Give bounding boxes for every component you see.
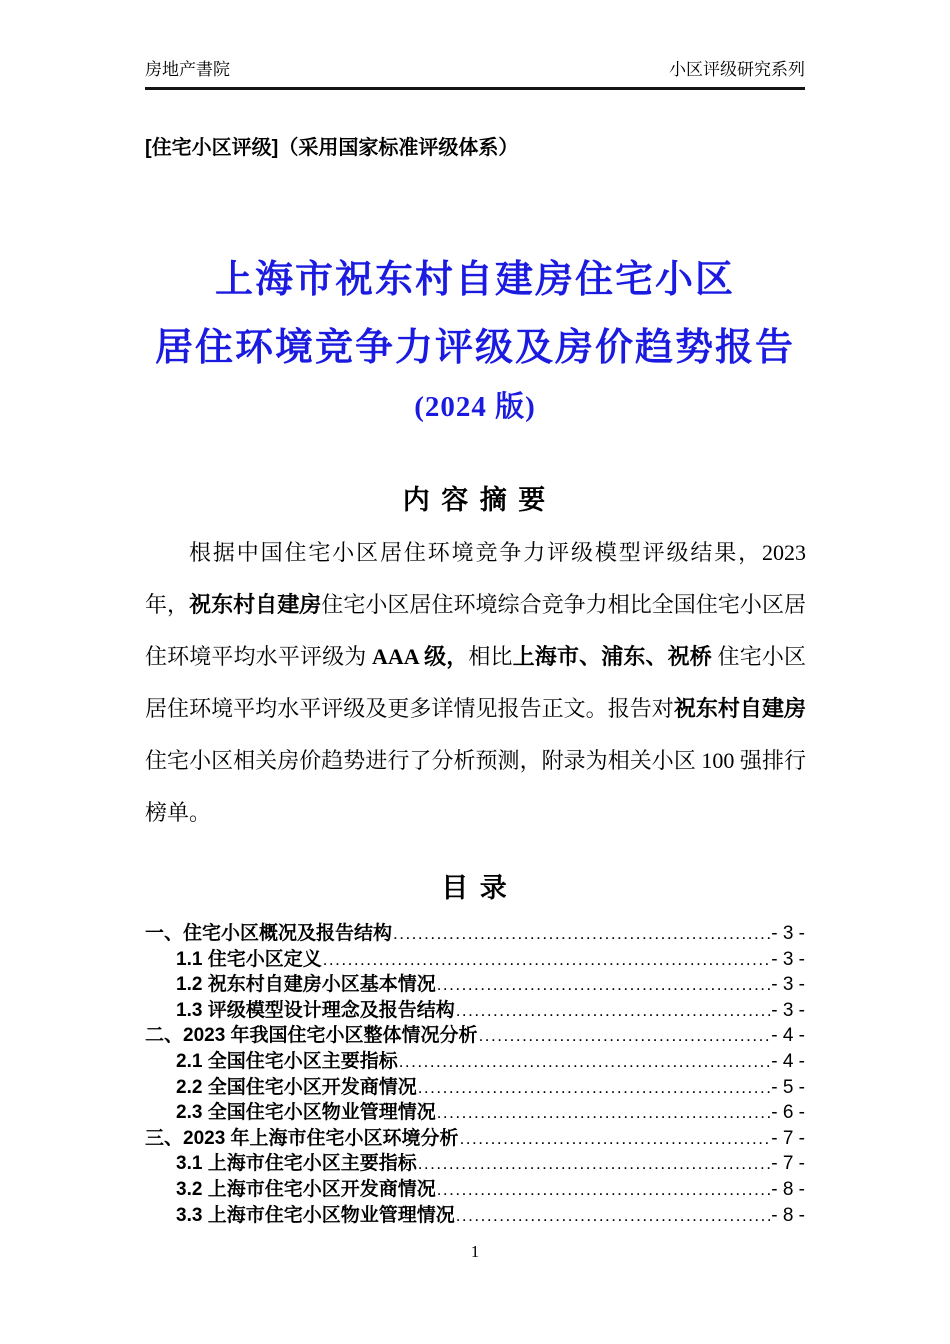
toc-entry-page-number: - 4 - xyxy=(771,1050,805,1072)
rating-system-tagline: [住宅小区评级]（采用国家标准评级体系） xyxy=(145,137,519,159)
toc-entry xyxy=(145,1148,805,1174)
toc-entry-page-number: - 7 - xyxy=(771,1153,805,1174)
report-title-line2: 居住环境竞争力评级及房价趋势报告 xyxy=(154,327,795,369)
toc-entry-label: 2.1 全国住宅小区主要指标 xyxy=(176,1050,398,1072)
toc-entry-label: 2.2 全国住宅小区开发商情况 xyxy=(176,1076,417,1098)
toc-dot-leader xyxy=(479,1026,771,1046)
toc-entry xyxy=(145,1020,805,1046)
toc-entry-label: 一、住宅小区概况及报告结构 xyxy=(145,923,393,944)
toc-entry-page-number: - 3 - xyxy=(771,923,805,944)
toc-entry-label: 2.3 全国住宅小区物业管理情况 xyxy=(176,1102,436,1123)
toc-entry xyxy=(145,995,805,1021)
toc-entry-page-number: - 3 - xyxy=(771,999,805,1021)
abstract-run: 住宅小区居住环境综合竞争力相比全国住宅小区居住环境平均水平评级为 xyxy=(145,592,806,669)
toc-dot-leader xyxy=(437,1180,771,1200)
toc-entry-label: 三、2023 年上海市住宅小区环境分析 xyxy=(145,1127,459,1149)
toc-entry xyxy=(145,969,805,995)
toc-entry-label: 1.1 住宅小区定义 xyxy=(176,948,322,970)
toc-dot-leader xyxy=(456,1001,771,1021)
abstract-run-bold: AAA 级， xyxy=(372,644,469,669)
toc-entry-page-number: - 8 - xyxy=(771,1178,805,1200)
abstract-run: 住宅小区相关房价趋势进行了分析预测，附录为相关小区 100 强排行榜单。 xyxy=(145,748,806,825)
toc-entry-label: 3.3 上海市住宅小区物业管理情况 xyxy=(176,1204,455,1226)
page-number: 1 xyxy=(470,1242,480,1261)
abstract-run-bold: 祝东村自建房 xyxy=(189,592,322,617)
toc-entry-page-number: - 3 - xyxy=(771,974,805,995)
toc-entry-page-number: - 4 - xyxy=(771,1025,805,1046)
abstract-heading: 内 容 摘 要 xyxy=(402,485,548,515)
toc-dot-leader xyxy=(418,1154,771,1174)
toc-entry xyxy=(145,1072,805,1098)
toc-entry-page-number: - 3 - xyxy=(771,948,805,970)
abstract-run: 相比 xyxy=(468,644,513,669)
toc-entry xyxy=(145,944,805,970)
page-header xyxy=(145,60,805,90)
toc-dot-leader xyxy=(437,975,771,995)
toc-entry xyxy=(145,1174,805,1200)
toc-dot-leader xyxy=(437,1103,771,1123)
toc-dot-leader xyxy=(393,924,770,944)
report-edition: (2024 版) xyxy=(414,391,536,423)
toc-entry xyxy=(145,1097,805,1123)
abstract-run: 根据中国住宅小区居住环境竞争力评级模型评级结果，2023 年， xyxy=(145,540,806,617)
toc-entry-label: 1.3 评级模型设计理念及报告结构 xyxy=(176,999,455,1021)
header-right-text: 小区评级研究系列 xyxy=(669,60,805,79)
abstract-paragraph xyxy=(145,527,806,839)
toc-entry-label: 3.1 上海市住宅小区主要指标 xyxy=(176,1153,417,1174)
toc-entry-label: 1.2 祝东村自建房小区基本情况 xyxy=(176,974,436,995)
toc-entry xyxy=(145,1123,805,1149)
toc-dot-leader xyxy=(418,1078,771,1098)
toc-entry-page-number: - 6 - xyxy=(771,1102,805,1123)
abstract-run-bold: 上海市、浦东、祝桥 xyxy=(512,644,712,669)
toc-entry xyxy=(145,1200,805,1226)
report-title-line1: 上海市祝东村自建房住宅小区 xyxy=(214,259,735,301)
toc-entry-label: 3.2 上海市住宅小区开发商情况 xyxy=(176,1178,436,1200)
toc-dot-leader xyxy=(456,1206,771,1226)
abstract-run-bold: 祝东村自建房 xyxy=(673,696,806,721)
toc-entry xyxy=(145,918,805,944)
toc-dot-leader xyxy=(323,950,771,970)
toc-list xyxy=(145,918,805,1225)
header-left-text: 房地产書院 xyxy=(145,60,230,79)
toc-entry-label: 二、2023 年我国住宅小区整体情况分析 xyxy=(145,1025,478,1046)
toc-dot-leader xyxy=(399,1052,771,1072)
toc-dot-leader xyxy=(460,1129,771,1149)
abstract-run: 住宅小区居住环境平均水平评级及更多详情见报告正文。报告对 xyxy=(145,644,806,721)
toc-entry-page-number: - 7 - xyxy=(771,1127,805,1149)
toc-entry-page-number: - 8 - xyxy=(771,1204,805,1226)
toc-heading: 目 录 xyxy=(441,873,509,903)
toc-entry-page-number: - 5 - xyxy=(771,1076,805,1098)
toc-entry xyxy=(145,1046,805,1072)
